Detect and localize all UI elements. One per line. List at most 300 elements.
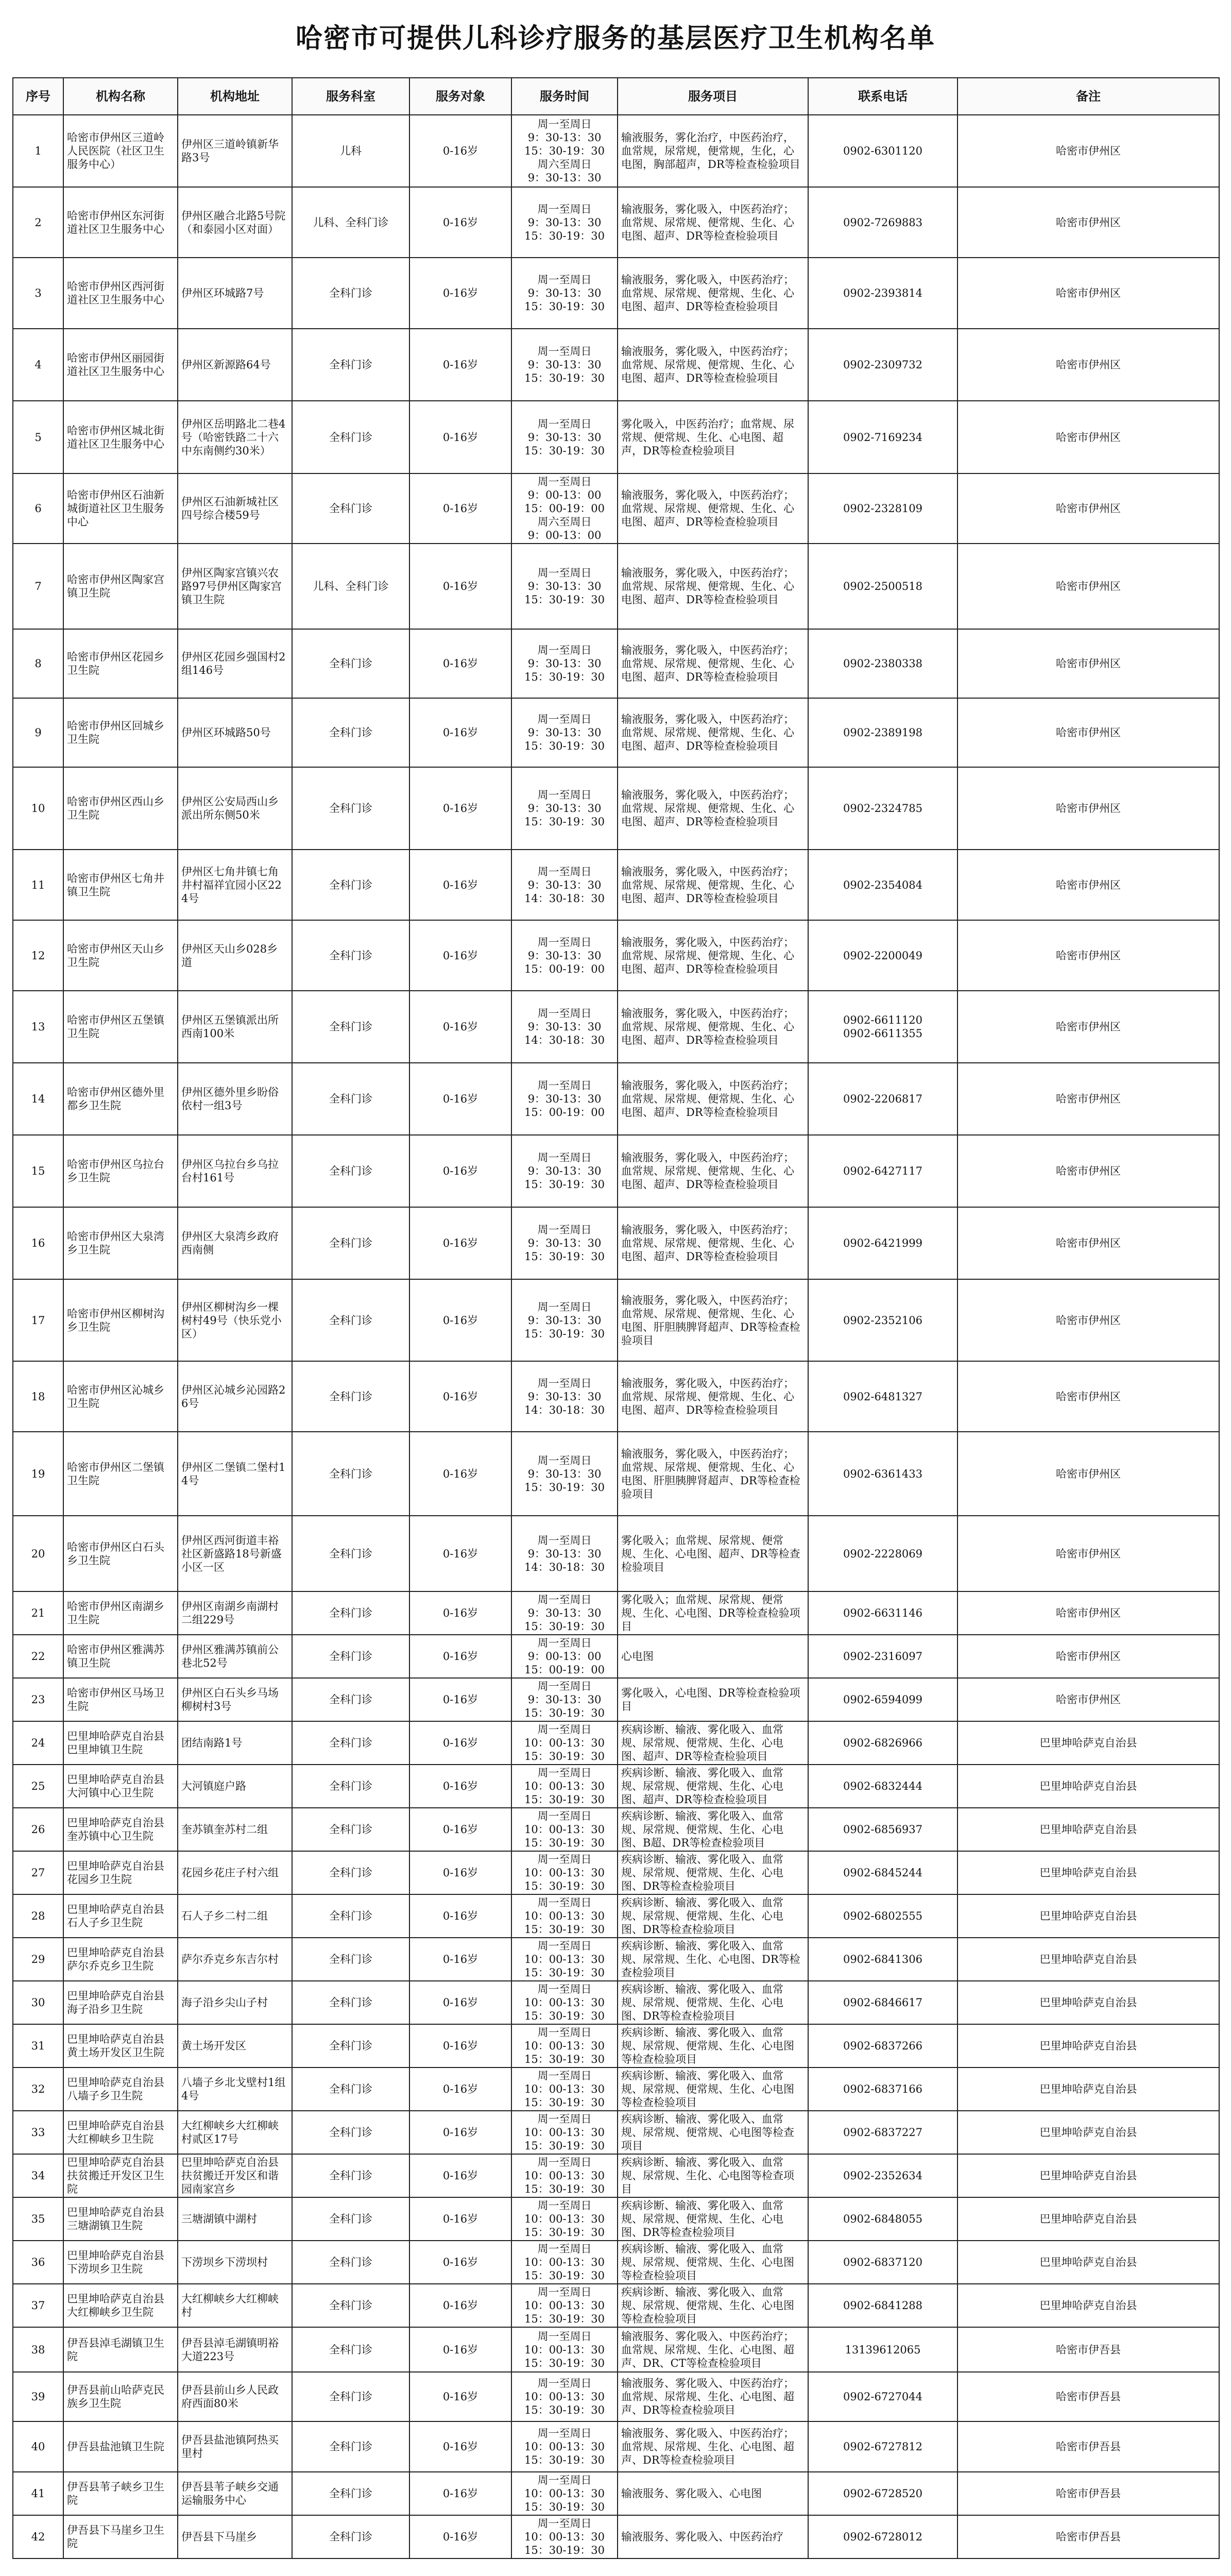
cell-name: 巴里坤哈萨克自治县海子沿乡卫生院 [63,1981,178,2024]
cell-phone: 0902-2380338 [808,629,958,698]
cell-no: 12 [13,920,63,991]
cell-note: 巴里坤哈萨克自治县 [958,1894,1219,1938]
cell-no: 42 [13,2515,63,2558]
cell-phone: 0902-6837266 [808,2024,958,2067]
cell-phone: 0902-6728520 [808,2472,958,2515]
cell-target: 0-16岁 [409,1207,511,1279]
cell-no: 20 [13,1516,63,1591]
cell-address: 萨尔乔克乡东吉尔村 [178,1938,292,1981]
cell-target: 0-16岁 [409,1808,511,1851]
cell-target: 0-16岁 [409,1361,511,1432]
cell-target: 0-16岁 [409,920,511,991]
cell-department: 全科门诊 [292,1981,409,2024]
cell-department: 全科门诊 [292,1432,409,1516]
cell-address: 伊州区环城路7号 [178,258,292,329]
cell-time: 周一至周日 10：00-13：30 15：30-19：30 [511,2284,618,2327]
table-row [13,1207,1219,1279]
table-row [13,329,1219,401]
cell-time: 周一至周日 9：30-13：30 15：30-19：30 [511,544,618,629]
cell-items: 雾化吸入，心电图、DR等检查检验项目 [618,1678,808,1721]
header-department: 服务科室 [292,78,409,115]
cell-time: 周一至周日 9：30-13：30 15：30-19：30 [511,329,618,401]
page-title: 哈密市可提供儿科诊疗服务的基层医疗卫生机构名单 [295,23,935,54]
cell-time: 周一至周日 9：30-13：30 15：30-19：30 [511,187,618,258]
cell-no: 18 [13,1361,63,1432]
cell-items: 输液服务，雾化吸入，中医药治疗；血常规、尿常规、便常规、生化、心电图、超声、DR等检查检验项目 [618,920,808,991]
cell-note: 哈密市伊州区 [958,1361,1219,1432]
cell-address: 伊吾县淖毛湖镇明裕大道223号 [178,2327,292,2372]
cell-name: 哈密市伊州区五堡镇卫生院 [63,991,178,1063]
cell-time: 周一至周日 9：30-13：30 15：00-19：00 [511,920,618,991]
cell-note: 哈密市伊吾县 [958,2327,1219,2372]
cell-address: 大河镇庭户路 [178,1765,292,1808]
cell-department: 全科门诊 [292,329,409,401]
cell-items: 输液服务，雾化吸入，中医药治疗；血常规、尿常规、便常规、生化、心电图、超声、DR等检查检验项目 [618,1361,808,1432]
table-row [13,920,1219,991]
cell-no: 29 [13,1938,63,1981]
cell-note: 哈密市伊州区 [958,1063,1219,1135]
cell-items: 输液服务，雾化吸入，中医药治疗；血常规、尿常规、便常规、生化、心电图、超声、DR等检查检验项目 [618,1135,808,1207]
cell-items: 输液服务，雾化治疗，中医药治疗，血常规，尿常规，便常规，生化，心电图，胸部超声，DR等检查检验项目 [618,115,808,187]
cell-phone: 0902-2316097 [808,1635,958,1678]
table-row [13,2421,1219,2472]
cell-note: 哈密市伊州区 [958,544,1219,629]
cell-department: 全科门诊 [292,258,409,329]
cell-time: 周一至周日 10：00-13：30 15：30-19：30 [511,2067,618,2111]
table-row [13,1135,1219,1207]
cell-time: 周一至周日 10：00-13：30 15：30-19：30 [511,2111,618,2154]
cell-time: 周一至周日 10：00-13：30 15：30-19：30 [511,2197,618,2241]
table-row [13,1721,1219,1765]
cell-time: 周一至周日 10：00-13：30 15：30-19：30 [511,1938,618,1981]
table-row [13,1432,1219,1516]
cell-note: 哈密市伊州区 [958,1207,1219,1279]
cell-phone: 0902-6848055 [808,2197,958,2241]
cell-target: 0-16岁 [409,1938,511,1981]
cell-department: 全科门诊 [292,1135,409,1207]
cell-target: 0-16岁 [409,767,511,850]
cell-department: 全科门诊 [292,1361,409,1432]
cell-note: 巴里坤哈萨克自治县 [958,2024,1219,2067]
cell-name: 巴里坤哈萨克自治县大红柳峡乡卫生院 [63,2284,178,2327]
cell-target: 0-16岁 [409,1135,511,1207]
cell-time: 周一至周日 9：30-13：30 15：30-19：30 [511,401,618,473]
cell-target: 0-16岁 [409,2154,511,2197]
cell-name: 伊吾县盐池镇卫生院 [63,2421,178,2472]
cell-name: 伊吾县淖毛湖镇卫生院 [63,2327,178,2372]
cell-target: 0-16岁 [409,1516,511,1591]
table-row [13,1938,1219,1981]
cell-note: 巴里坤哈萨克自治县 [958,2241,1219,2284]
cell-note: 哈密市伊州区 [958,629,1219,698]
cell-name: 巴里坤哈萨克自治县萨尔乔克乡卫生院 [63,1938,178,1981]
cell-phone: 0902-6361433 [808,1432,958,1516]
cell-address: 伊州区陶家宫镇兴农路97号伊州区陶家宫镇卫生院 [178,544,292,629]
cell-note: 巴里坤哈萨克自治县 [958,2197,1219,2241]
cell-no: 38 [13,2327,63,2372]
cell-name: 巴里坤哈萨克自治县大红柳峡乡卫生院 [63,2111,178,2154]
cell-address: 下涝坝乡下涝坝村 [178,2241,292,2284]
cell-items: 输液服务，雾化吸入，中医药治疗；血常规、尿常规、便常规、生化、心电图、超声、DR等检查检验项目 [618,991,808,1063]
cell-note: 巴里坤哈萨克自治县 [958,2284,1219,2327]
cell-name: 巴里坤哈萨克自治县三塘湖镇卫生院 [63,2197,178,2241]
cell-phone: 0902-2228069 [808,1516,958,1591]
cell-no: 13 [13,991,63,1063]
cell-target: 0-16岁 [409,2197,511,2241]
cell-items: 输液服务，雾化吸入，中医药治疗；血常规、尿常规、便常规、生化、心电图、超声、DR等检查检验项目 [618,629,808,698]
cell-target: 0-16岁 [409,1894,511,1938]
cell-address: 伊州区七角井镇七角井村福祥宜园小区224号 [178,850,292,920]
cell-target: 0-16岁 [409,850,511,920]
cell-no: 31 [13,2024,63,2067]
cell-phone: 0902-6856937 [808,1808,958,1851]
cell-time: 周一至周日 10：00-13：30 15：30-19：30 [511,2472,618,2515]
cell-no: 11 [13,850,63,920]
cell-note: 哈密市伊州区 [958,767,1219,850]
cell-note: 哈密市伊州区 [958,115,1219,187]
cell-phone: 0902-6611120 0902-6611355 [808,991,958,1063]
cell-items: 输液服务，雾化吸入，中医药治疗；血常规、尿常规、便常规、生化、心电图、超声、DR等检查检验项目 [618,258,808,329]
cell-time: 周一至周日 10：00-13：30 15：30-19：30 [511,1721,618,1765]
header-name: 机构名称 [63,78,178,115]
cell-address: 三塘湖镇中湖村 [178,2197,292,2241]
cell-no: 2 [13,187,63,258]
cell-no: 22 [13,1635,63,1678]
cell-target: 0-16岁 [409,1721,511,1765]
cell-address: 海子沿乡尖山子村 [178,1981,292,2024]
cell-department: 全科门诊 [292,2241,409,2284]
cell-target: 0-16岁 [409,1432,511,1516]
cell-no: 1 [13,115,63,187]
table-row [13,2284,1219,2327]
cell-no: 37 [13,2284,63,2327]
cell-name: 哈密市伊州区西河街道社区卫生服务中心 [63,258,178,329]
cell-phone: 0902-6802555 [808,1894,958,1938]
cell-no: 8 [13,629,63,698]
table-row [13,1591,1219,1635]
cell-no: 33 [13,2111,63,2154]
cell-name: 巴里坤哈萨克自治县巴里坤镇卫生院 [63,1721,178,1765]
cell-items: 疾病诊断、输液、雾化吸入、血常规、尿常规、便常规、生化、心电图等检查检验项目 [618,2241,808,2284]
cell-phone: 0902-2354084 [808,850,958,920]
table-row [13,629,1219,698]
cell-name: 巴里坤哈萨克自治县扶贫搬迁开发区卫生院 [63,2154,178,2197]
table-row [13,698,1219,767]
cell-time: 周一至周日 9：30-13：30 15：30-19：30 周六至周日 9：30-13：30 [511,115,618,187]
cell-items: 输液服务、雾化吸入、中医药治疗；血常规、尿常规、生化、心电图、超声、DR等检查检验项目 [618,2372,808,2421]
cell-department: 全科门诊 [292,1279,409,1361]
cell-target: 0-16岁 [409,115,511,187]
cell-phone: 0902-2200049 [808,920,958,991]
cell-note: 哈密市伊州区 [958,850,1219,920]
cell-phone: 0902-6826966 [808,1721,958,1765]
header-target: 服务对象 [409,78,511,115]
cell-items: 疾病诊断、输液、雾化吸入、血常规、尿常规、便常规、生化、心电图、超声、DR等检查检验项目 [618,1721,808,1765]
cell-items: 疾病诊断、输液、雾化吸入、血常规、尿常规、生化、心电图、DR等检查检验项目 [618,1938,808,1981]
cell-name: 哈密市伊州区丽园街道社区卫生服务中心 [63,329,178,401]
cell-phone: 0902-6841288 [808,2284,958,2327]
cell-items: 输液服务，雾化吸入，中医药治疗；血常规、尿常规、便常规、生化、心电图、超声、DR等检查检验项目 [618,1207,808,1279]
table-row [13,850,1219,920]
cell-name: 哈密市伊州区西山乡卫生院 [63,767,178,850]
cell-phone: 0902-6594099 [808,1678,958,1721]
cell-time: 周一至周日 9：30-13：30 15：30-19：30 [511,698,618,767]
table-row [13,1678,1219,1721]
cell-items: 疾病诊断、输液、雾化吸入、血常规、尿常规、便常规、生化、心电图、B超、DR等检查检验项目 [618,1808,808,1851]
cell-target: 0-16岁 [409,187,511,258]
cell-no: 39 [13,2372,63,2421]
cell-name: 哈密市伊州区柳树沟乡卫生院 [63,1279,178,1361]
cell-target: 0-16岁 [409,1851,511,1894]
table-row [13,115,1219,187]
cell-phone: 0902-6846617 [808,1981,958,2024]
cell-department: 全科门诊 [292,920,409,991]
cell-time: 周一至周日 10：00-13：30 15：30-19：30 [511,2421,618,2472]
header-note: 备注 [958,78,1219,115]
cell-target: 0-16岁 [409,2421,511,2472]
cell-no: 7 [13,544,63,629]
cell-note: 哈密市伊州区 [958,473,1219,544]
table-row [13,2197,1219,2241]
cell-time: 周一至周日 10：00-13：30 15：30-19：30 [511,1894,618,1938]
cell-address: 石人子乡二村二组 [178,1894,292,1938]
cell-time: 周一至周日 9：00-13：00 15：00-19：00 周六至周日 9：00-13：00 [511,473,618,544]
cell-name: 巴里坤哈萨克自治县奎苏镇中心卫生院 [63,1808,178,1851]
cell-address: 花园乡花庄子村六组 [178,1851,292,1894]
table-row [13,1279,1219,1361]
cell-no: 32 [13,2067,63,2111]
cell-department: 儿科、全科门诊 [292,187,409,258]
cell-address: 伊州区石油新城社区四号综合楼59号 [178,473,292,544]
cell-target: 0-16岁 [409,1981,511,2024]
cell-no: 24 [13,1721,63,1765]
cell-target: 0-16岁 [409,2515,511,2558]
cell-phone: 0902-6837120 [808,2241,958,2284]
cell-items: 心电图 [618,1635,808,1678]
cell-name: 哈密市伊州区雅满苏镇卫生院 [63,1635,178,1678]
cell-department: 全科门诊 [292,2515,409,2558]
cell-name: 哈密市伊州区德外里都乡卫生院 [63,1063,178,1135]
cell-phone: 0902-6837166 [808,2067,958,2111]
cell-department: 全科门诊 [292,2421,409,2472]
cell-name: 哈密市伊州区城北街道社区卫生服务中心 [63,401,178,473]
cell-no: 3 [13,258,63,329]
table-row [13,2024,1219,2067]
cell-target: 0-16岁 [409,1591,511,1635]
cell-items: 输液服务、雾化吸入、中医药治疗；血常规、尿常规、生化、心电图、超声、DR、CT等检查检验项目 [618,2327,808,2372]
cell-items: 疾病诊断、输液、雾化吸入、血常规、尿常规、便常规、生化、心电图、DR等检查检验项目 [618,2197,808,2241]
cell-target: 0-16岁 [409,2327,511,2372]
cell-name: 巴里坤哈萨克自治县黄土场开发区卫生院 [63,2024,178,2067]
cell-items: 输液服务，雾化吸入，中医药治疗；血常规、尿常规、便常规、生化、心电图、肝胆胰脾肾超声、DR等检查检验项目 [618,1279,808,1361]
cell-no: 4 [13,329,63,401]
cell-address: 伊吾县苇子峡乡交通运输服务中心 [178,2472,292,2515]
cell-phone: 0902-2206817 [808,1063,958,1135]
cell-items: 输液服务，雾化吸入，中医药治疗；血常规、尿常规、便常规、生化、心电图、超声、DR等检查检验项目 [618,329,808,401]
cell-target: 0-16岁 [409,2284,511,2327]
cell-name: 哈密市伊州区天山乡卫生院 [63,920,178,991]
cell-items: 疾病诊断、输液、雾化吸入、血常规、尿常规、便常规、心电图等检查项目 [618,2111,808,2154]
cell-target: 0-16岁 [409,401,511,473]
table-row [13,1635,1219,1678]
cell-phone: 0902-6427117 [808,1135,958,1207]
cell-items: 输液服务、雾化吸入、心电图 [618,2472,808,2515]
cell-phone: 0902-6837227 [808,2111,958,2154]
cell-department: 全科门诊 [292,629,409,698]
cell-time: 周一至周日 9：30-13：30 15：30-19：30 [511,1591,618,1635]
cell-address: 伊州区柳树沟乡一棵树村49号（快乐党小区） [178,1279,292,1361]
cell-items: 雾化吸入，中医药治疗；血常规、尿常规、便常规、生化、心电图、超声，DR等检查检验项目 [618,401,808,473]
cell-time: 周一至周日 9：30-13：30 14：30-18：30 [511,850,618,920]
cell-time: 周一至周日 9：30-13：30 14：30-18：30 [511,991,618,1063]
table-row [13,1516,1219,1591]
cell-phone: 0902-6421999 [808,1207,958,1279]
cell-address: 伊吾县盐池镇阿热买里村 [178,2421,292,2472]
cell-target: 0-16岁 [409,1635,511,1678]
cell-address: 伊州区五堡镇派出所西南100米 [178,991,292,1063]
cell-name: 巴里坤哈萨克自治县石人子乡卫生院 [63,1894,178,1938]
cell-time: 周一至周日 9：30-13：30 15：30-19：30 [511,767,618,850]
cell-address: 伊吾县前山乡人民政府西面80米 [178,2372,292,2421]
cell-items: 输液服务，雾化吸入，中医药治疗；血常规、尿常规、便常规、生化、心电图、超声、DR等检查检验项目 [618,1063,808,1135]
cell-phone: 0902-2324785 [808,767,958,850]
cell-address: 伊州区新源路64号 [178,329,292,401]
cell-items: 疾病诊断、输液、雾化吸入、血常规、尿常规、便常规、生化、心电图等检查检验项目 [618,2284,808,2327]
cell-department: 全科门诊 [292,473,409,544]
cell-department: 全科门诊 [292,1063,409,1135]
cell-phone: 0902-2389198 [808,698,958,767]
cell-address: 八墙子乡北戈壁村1组4号 [178,2067,292,2111]
cell-target: 0-16岁 [409,1063,511,1135]
table-row [13,1981,1219,2024]
cell-no: 6 [13,473,63,544]
table-body [13,115,1219,2558]
cell-no: 26 [13,1808,63,1851]
cell-items: 输液服务，雾化吸入，中医药治疗；血常规、尿常规、便常规、生化、心电图、超声、DR等检查检验项目 [618,187,808,258]
institution-table [12,77,1220,2559]
cell-address: 巴里坤哈萨克自治县扶贫搬迁开发区和谐园南家宫乡 [178,2154,292,2197]
cell-note: 巴里坤哈萨克自治县 [958,1765,1219,1808]
cell-time: 周一至周日 9：30-13：30 14：30-18：30 [511,1361,618,1432]
cell-address: 奎苏镇奎苏村二组 [178,1808,292,1851]
cell-no: 30 [13,1981,63,2024]
header-items: 服务项目 [618,78,808,115]
cell-time: 周一至周日 9：30-13：30 15：30-19：30 [511,1207,618,1279]
cell-time: 周一至周日 10：00-13：30 15：30-19：30 [511,2372,618,2421]
cell-address: 伊州区白石头乡马场柳树村3号 [178,1678,292,1721]
cell-phone: 0902-7169234 [808,401,958,473]
cell-no: 21 [13,1591,63,1635]
cell-items: 疾病诊断、输液、雾化吸入、血常规、尿常规、便常规、生化、心电图、DR等检查检验项目 [618,1981,808,2024]
cell-address: 伊州区环城路50号 [178,698,292,767]
cell-phone: 0902-2328109 [808,473,958,544]
cell-address: 伊州区乌拉台乡乌拉台村161号 [178,1135,292,1207]
cell-no: 34 [13,2154,63,2197]
cell-note: 巴里坤哈萨克自治县 [958,2067,1219,2111]
cell-time: 周一至周日 10：00-13：30 15：30-19：30 [511,1851,618,1894]
cell-department: 全科门诊 [292,850,409,920]
cell-note: 哈密市伊州区 [958,1516,1219,1591]
cell-items: 雾化吸入；血常规、尿常规、便常规、生化、心电图、DR等检查检验项目 [618,1591,808,1635]
cell-target: 0-16岁 [409,1678,511,1721]
cell-note: 巴里坤哈萨克自治县 [958,1851,1219,1894]
cell-note: 哈密市伊吾县 [958,2421,1219,2472]
table-row [13,2515,1219,2558]
cell-phone: 0902-6631146 [808,1591,958,1635]
cell-name: 伊吾县苇子峡乡卫生院 [63,2472,178,2515]
cell-department: 全科门诊 [292,2372,409,2421]
cell-address: 伊州区融合北路5号院（和泰园小区对面） [178,187,292,258]
table-row [13,2327,1219,2372]
cell-name: 伊吾县前山哈萨克民族乡卫生院 [63,2372,178,2421]
cell-name: 哈密市伊州区石油新城街道社区卫生服务中心 [63,473,178,544]
cell-items: 疾病诊断、输液、雾化吸入、血常规、尿常规、便常规、生化、心电图等检查检验项目 [618,2024,808,2067]
cell-phone: 13139612065 [808,2327,958,2372]
cell-name: 哈密市伊州区沁城乡卫生院 [63,1361,178,1432]
cell-no: 35 [13,2197,63,2241]
cell-department: 全科门诊 [292,991,409,1063]
cell-target: 0-16岁 [409,473,511,544]
cell-address: 伊州区雅满苏镇前公巷北52号 [178,1635,292,1678]
cell-address: 伊州区南湖乡南湖村二组229号 [178,1591,292,1635]
cell-department: 全科门诊 [292,2327,409,2372]
cell-name: 哈密市伊州区马场卫生院 [63,1678,178,1721]
cell-name: 伊吾县下马崖乡卫生院 [63,2515,178,2558]
cell-department: 儿科、全科门诊 [292,544,409,629]
cell-department: 全科门诊 [292,2197,409,2241]
header-time: 服务时间 [511,78,618,115]
cell-department: 全科门诊 [292,1721,409,1765]
cell-items: 疾病诊断、输液、雾化吸入、血常规、尿常规、便常规、生化、心电图等检查检验项目 [618,2067,808,2111]
header-address: 机构地址 [178,78,292,115]
table-row [13,1894,1219,1938]
cell-time: 周一至周日 10：00-13：30 15：30-19：30 [511,2154,618,2197]
cell-target: 0-16岁 [409,258,511,329]
table-row [13,2067,1219,2111]
cell-department: 全科门诊 [292,2067,409,2111]
cell-time: 周一至周日 9：30-13：30 15：00-19：00 [511,1063,618,1135]
cell-items: 雾化吸入；血常规、尿常规、便常规、生化、心电图、超声、DR等检查检验项目 [618,1516,808,1591]
cell-address: 伊州区岳明路北二巷4号（哈密铁路二十六中东南侧约30米） [178,401,292,473]
cell-address: 伊州区西河街道丰裕社区新盛路18号新盛小区一区 [178,1516,292,1591]
cell-no: 17 [13,1279,63,1361]
cell-address: 伊州区花园乡强国村2组146号 [178,629,292,698]
cell-target: 0-16岁 [409,2024,511,2067]
cell-department: 全科门诊 [292,1894,409,1938]
cell-time: 周一至周日 10：00-13：30 15：30-19：30 [511,2241,618,2284]
cell-phone: 0902-6728012 [808,2515,958,2558]
cell-target: 0-16岁 [409,2372,511,2421]
cell-phone: 0902-2309732 [808,329,958,401]
cell-no: 36 [13,2241,63,2284]
cell-note: 哈密市伊州区 [958,401,1219,473]
cell-note: 巴里坤哈萨克自治县 [958,1808,1219,1851]
table-row [13,767,1219,850]
cell-time: 周一至周日 10：00-13：30 15：30-19：30 [511,1981,618,2024]
cell-name: 哈密市伊州区二堡镇卫生院 [63,1432,178,1516]
cell-phone: 0902-6845244 [808,1851,958,1894]
cell-department: 全科门诊 [292,1635,409,1678]
cell-target: 0-16岁 [409,991,511,1063]
cell-no: 19 [13,1432,63,1516]
cell-items: 疾病诊断、输液、雾化吸入、血常规、尿常规、便常规、生化、心电图、超声、DR等检查检验项目 [618,1765,808,1808]
header-no: 序号 [13,78,63,115]
cell-note: 哈密市伊州区 [958,1635,1219,1678]
cell-no: 10 [13,767,63,850]
cell-items: 疾病诊断、输液、雾化吸入、血常规、尿常规、便常规、生化、心电图、DR等检查检验项目 [618,1851,808,1894]
cell-note: 巴里坤哈萨克自治县 [958,1981,1219,2024]
cell-target: 0-16岁 [409,2067,511,2111]
